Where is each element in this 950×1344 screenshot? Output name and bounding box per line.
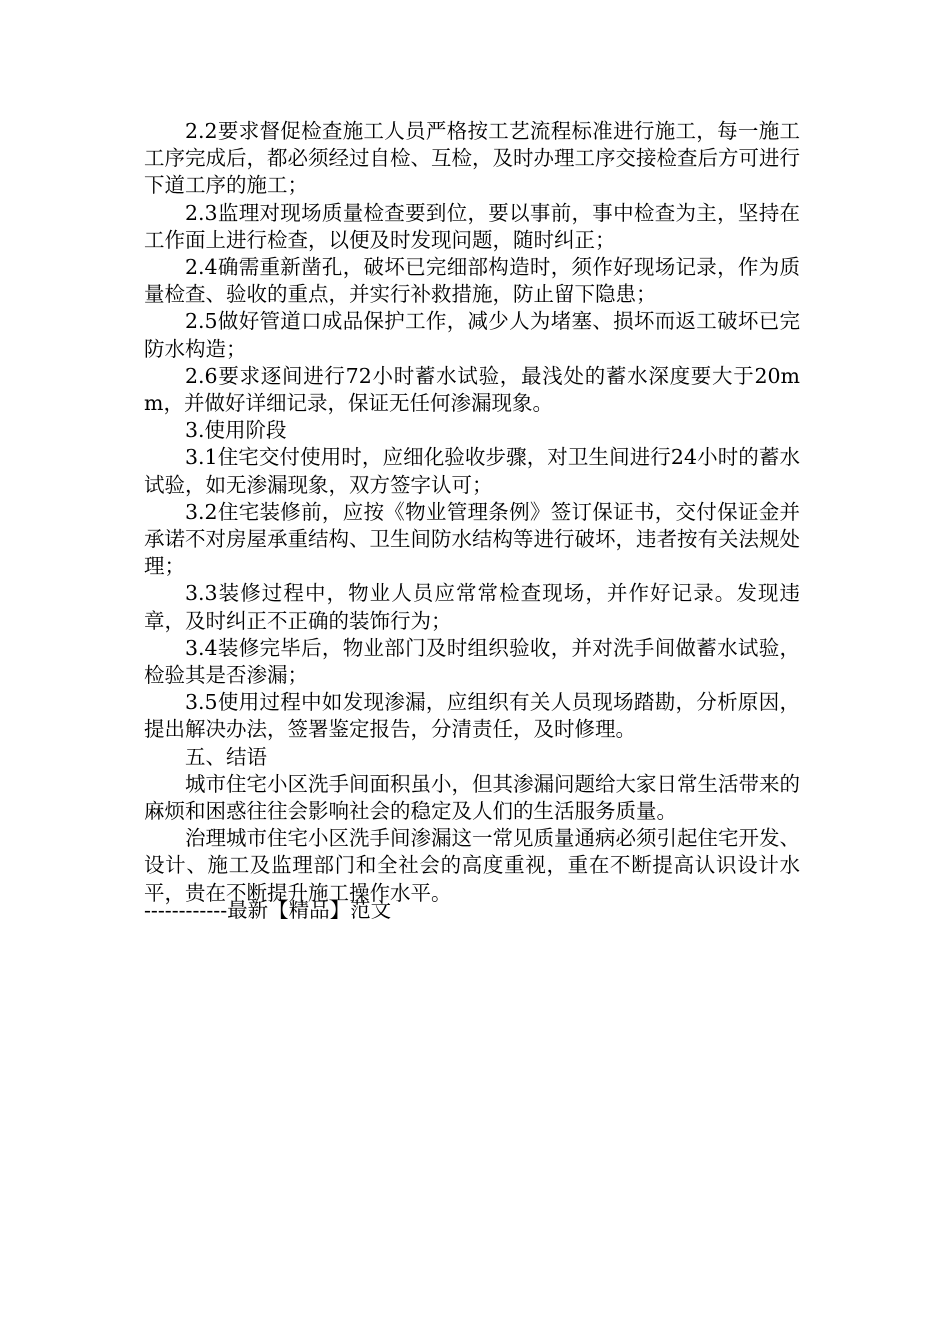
paragraph-conclusion-2: 治理城市住宅小区洗手间渗漏这一常见质量通病必须引起住宅开发、设计、施工及监理部门和全社会的高度重视，重在不断提高认识设计水平，贵在不断提升施工操作水平。: [144, 826, 800, 905]
footer-note: ------------最新【精品】范文: [144, 898, 392, 922]
paragraph-2-5: 2.5做好管道口成品保护工作，减少人为堵塞、损坏而返工破坏已完防水构造；: [144, 309, 800, 361]
document-body: [144, 118, 800, 907]
paragraph-3-2: 3.2住宅装修前，应按《物业管理条例》签订保证书，交付保证金并承诺不对房屋承重结构、卫生间防水结构等进行破坏，违者按有关法规处理；: [144, 499, 800, 579]
section-heading-conclusion: 五、结语: [185, 744, 267, 769]
paragraph-2-3: 2.3监理对现场质量检查要到位，要以事前，事中检查为主，坚持在工作面上进行检查，以便及时发现问题，随时纠正；: [144, 200, 800, 252]
paragraph-2-4: 2.4确需重新凿孔，破坏已完细部构造时，须作好现场记录，作为质量检查、验收的重点，并实行补救措施，防止留下隐患；: [144, 255, 800, 307]
paragraph-3-3: 3.3装修过程中，物业人员应常常检查现场，并作好记录。发现违章，及时纠正不正确的装饰行为；: [144, 581, 800, 633]
paragraph-3-1: 3.1住宅交付使用时，应细化验收步骤，对卫生间进行24小时的蓄水试验，如无渗漏现象，双方签字认可；: [144, 445, 800, 497]
section-heading-usage-stage: 3.使用阶段: [185, 418, 287, 443]
paragraph-2-6: 2.6要求逐间进行72小时蓄水试验，最浅处的蓄水深度要大于20mm，并做好详细记录，保证无任何渗漏现象。: [144, 363, 800, 416]
paragraph-3-5: 3.5使用过程中如发现渗漏，应组织有关人员现场踏勘，分析原因，提出解决办法，签署鉴定报告，分清责任，及时修理。: [144, 690, 800, 742]
paragraph-3-4: 3.4装修完毕后，物业部门及时组织验收，并对洗手间做蓄水试验，检验其是否渗漏；: [144, 635, 800, 688]
paragraph-2-2: 2.2要求督促检查施工人员严格按工艺流程标准进行施工，每一施工工序完成后，都必须经过自检、互检，及时办理工序交接检查后方可进行下道工序的施工；: [144, 119, 800, 198]
paragraph-conclusion-1: 城市住宅小区洗手间面积虽小，但其渗漏问题给大家日常生活带来的麻烦和困惑往往会影响社会的稳定及人们的生活服务质量。: [144, 771, 800, 824]
